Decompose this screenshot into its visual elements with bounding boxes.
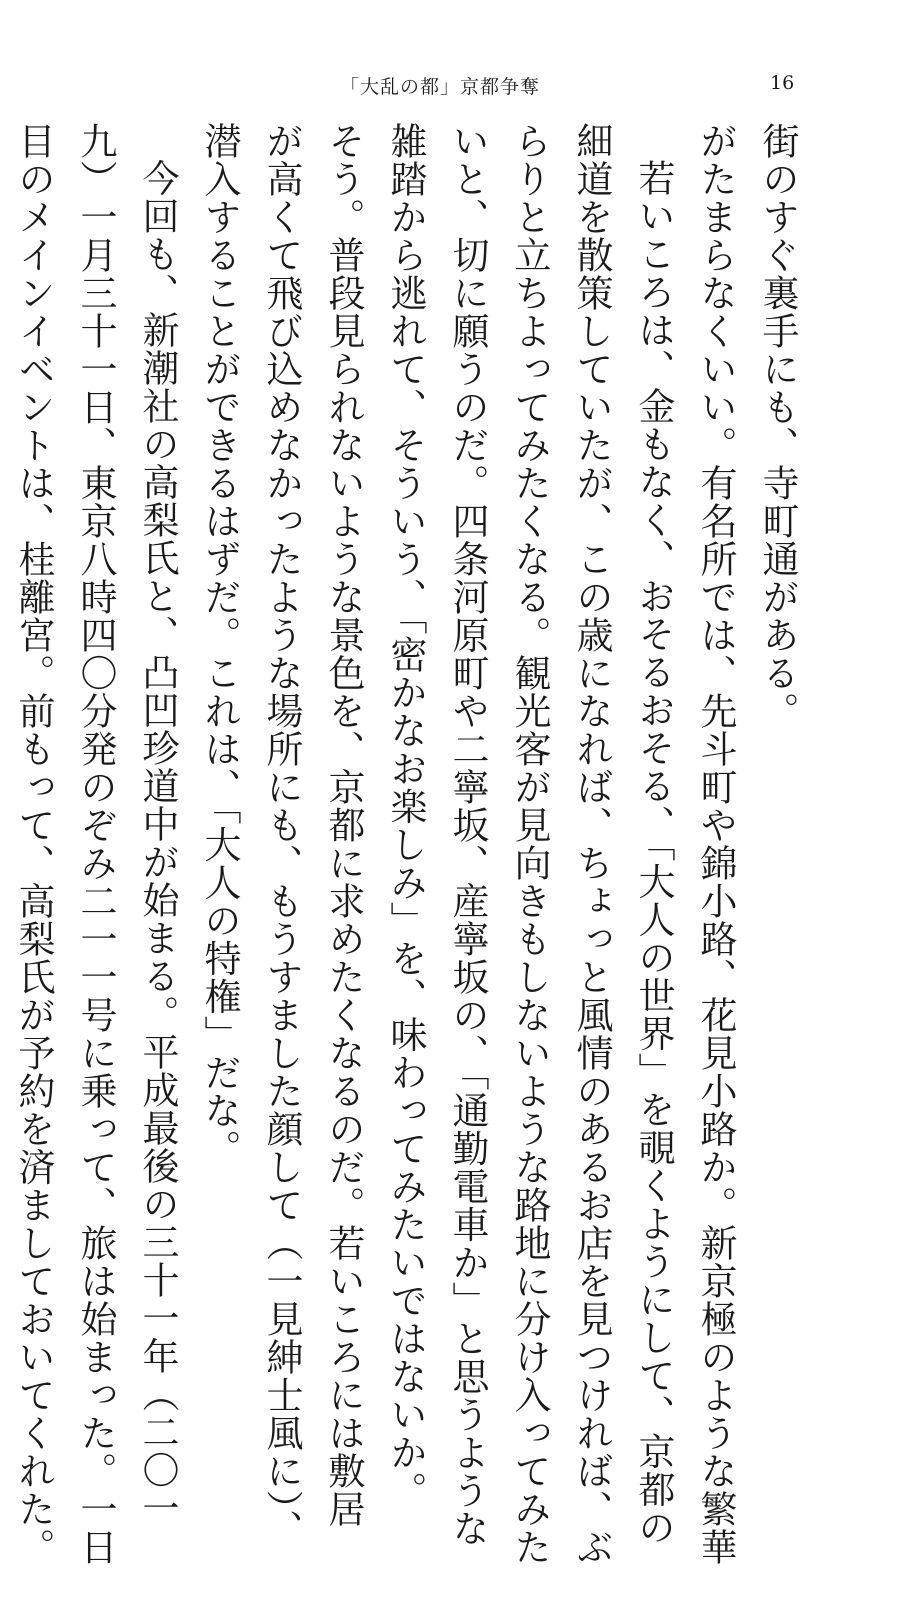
text-line: 潜入することができるはずだ。これは、「大人の特権」だな。 <box>198 122 241 1168</box>
text-line: そう。普段見られないような景色を、京都に求めたくなるのだ。若いころには敷居 <box>322 122 365 1528</box>
vertical-body-text <box>0 122 808 1566</box>
text-line: らりと立ちよってみたくなる。観光客が見向きもしないような路地に分け入ってみた <box>508 122 551 1566</box>
text-line <box>0 122 2 1232</box>
text-line: がたまらなくいい。有名所では、先斗町や錦小路、花見小路か。新京極のような繁華 <box>694 122 737 1566</box>
text-line: 九）一月三十一日、東京八時四〇分発のぞみ二一一号に乗って、旅は始まった。一日 <box>74 122 117 1566</box>
running-header-title: 「大乱の都」京都争奪 <box>340 76 541 98</box>
text-line: が高くて飛び込めなかったような場所にも、もうすました顔して（一見紳士風に）、 <box>260 122 303 1548</box>
text-line: 細道を散策していたが、この歳になれば、ちょっと風情のあるお店を見つければ、ぶ <box>570 122 613 1566</box>
text-line: いと、切に願うのだ。四条河原町や二寧坂、産寧坂の、「通勤電車か」と思うような <box>446 122 489 1548</box>
text-line: 雑踏から逃れて、そういう、「密かなお楽しみ」を、味わってみたいではないか。 <box>384 122 427 1510</box>
text-line: 街のすぐ裏手にも、寺町通がある。 <box>756 122 799 730</box>
text-line: 今回も、新潮社の高梨氏と、凸凹珍道中が始まる。平成最後の三十一年（二〇一 <box>136 159 179 1527</box>
text-line: 若いころは、金もなく、おそるおそる、「大人の世界」を覗くようにして、京都の <box>632 159 675 1547</box>
page-number: 16 <box>770 72 795 94</box>
text-line: 目のメインイベントは、桂離宮。前もって、高梨氏が予約を済ましておいてくれた。 <box>12 122 55 1566</box>
